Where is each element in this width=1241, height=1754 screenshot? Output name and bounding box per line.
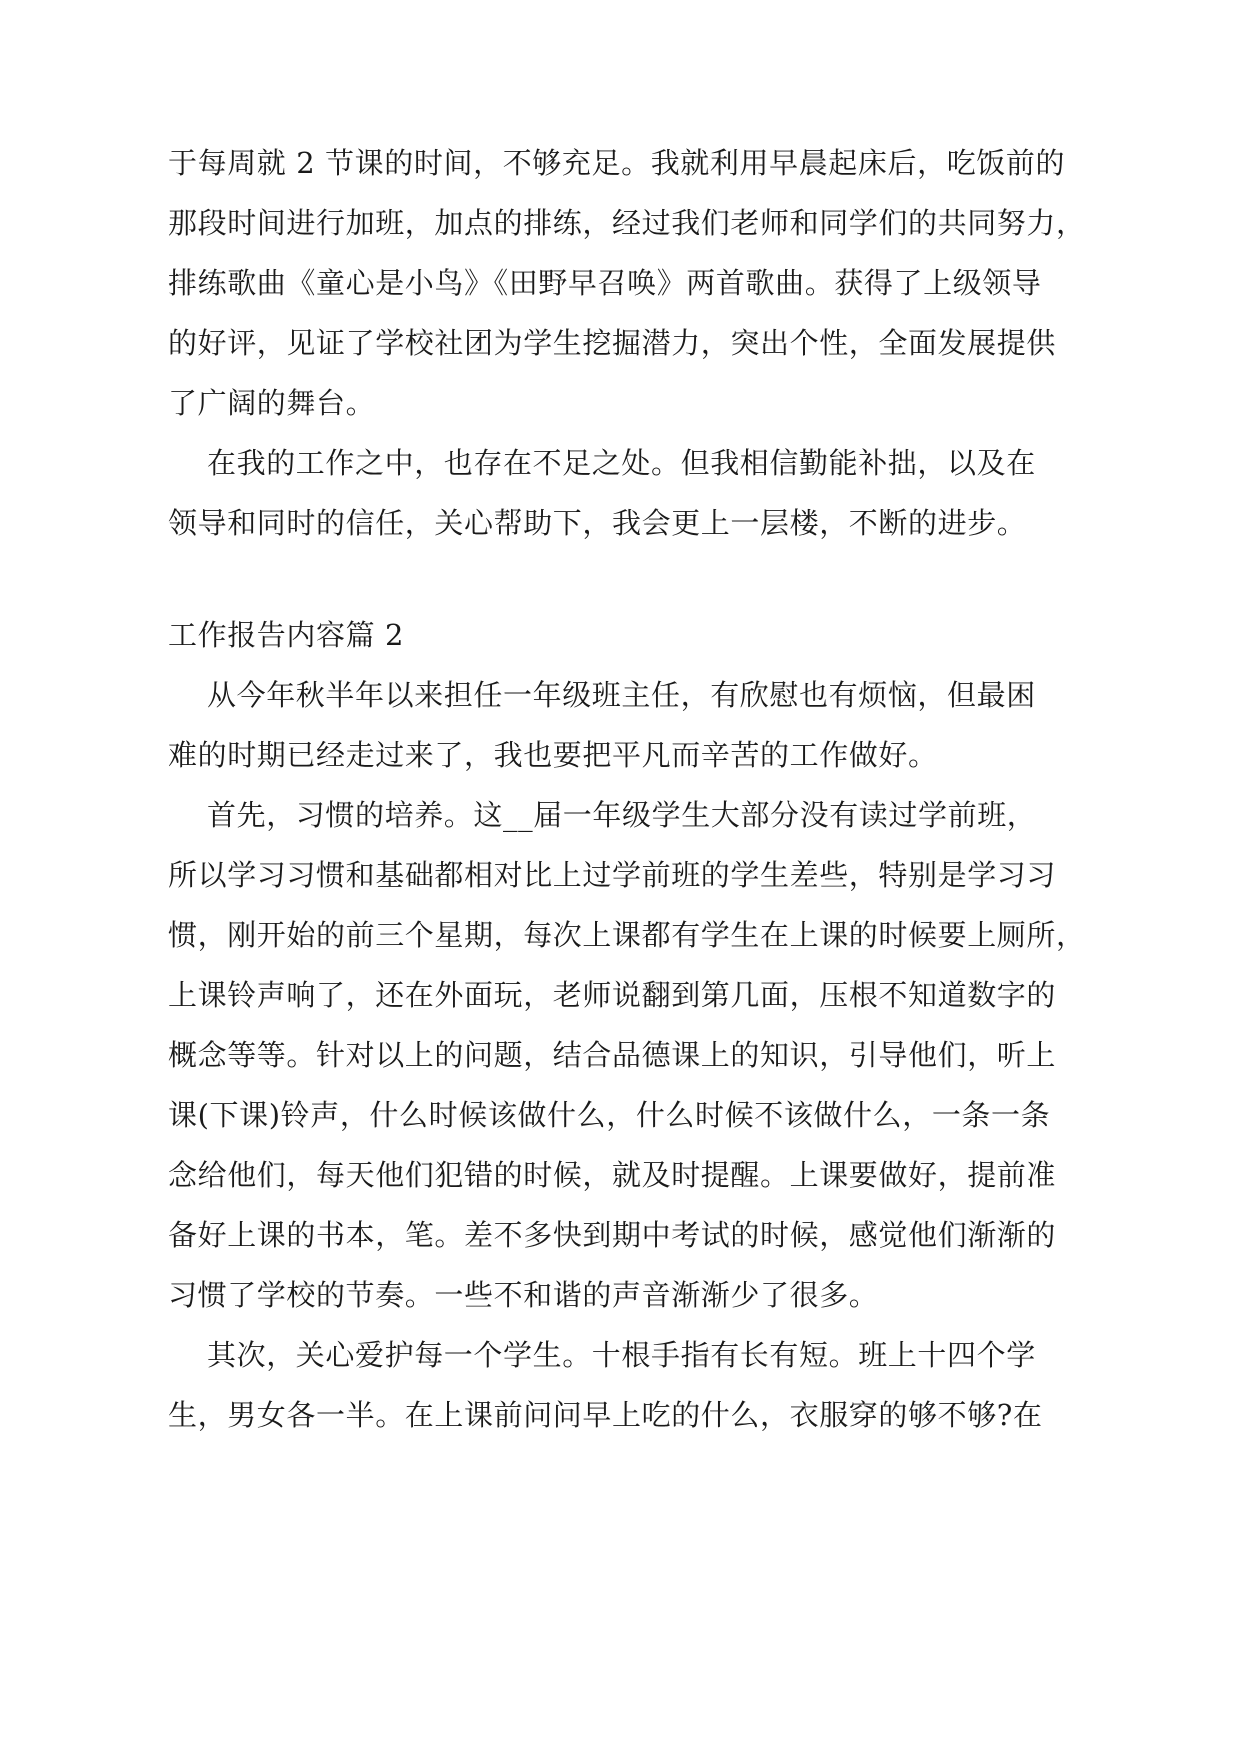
body-text-line: 那段时间进行加班，加点的排练，经过我们老师和同学们的共同努力， [168, 206, 1086, 240]
body-text-line: 上课铃声响了，还在外面玩，老师说翻到第几面，压根不知道数字的 [168, 978, 1057, 1012]
body-text-line: 所以学习习惯和基础都相对比上过学前班的学生差些，特别是学习习 [168, 858, 1057, 892]
body-text-line: 课(下课)铃声，什么时候该做什么，什么时候不该做什么，一条一条 [168, 1098, 1051, 1132]
body-text-line: 惯，刚开始的前三个星期，每次上课都有学生在上课的时候要上厕所， [168, 918, 1086, 952]
body-text-line: 难的时期已经走过来了，我也要把平凡而辛苦的工作做好。 [168, 738, 938, 772]
body-text-line: 于每周就 2 节课的时间，不够充足。我就利用早晨起床后，吃饭前的 [168, 146, 1066, 180]
paragraph-first-line: 在我的工作之中，也存在不足之处。但我相信勤能补拙，以及在 [207, 446, 1036, 480]
section-heading: 工作报告内容篇 2 [168, 618, 405, 652]
paragraph-first-line: 首先，习惯的培养。这__届一年级学生大部分没有读过学前班， [207, 798, 1037, 832]
body-text-line: 了广阔的舞台。 [168, 386, 376, 420]
body-text-line: 概念等等。针对以上的问题，结合品德课上的知识，引导他们，听上 [168, 1038, 1057, 1072]
body-text-line: 念给他们，每天他们犯错的时候，就及时提醒。上课要做好，提前准 [168, 1158, 1057, 1192]
paragraph-first-line: 其次，关心爱护每一个学生。十根手指有长有短。班上十四个学 [207, 1338, 1036, 1372]
body-text-line: 领导和同时的信任，关心帮助下，我会更上一层楼，不断的进步。 [168, 506, 1027, 540]
body-text-line: 的好评，见证了学校社团为学生挖掘潜力，突出个性，全面发展提供 [168, 326, 1057, 360]
body-text-line: 生，男女各一半。在上课前问问早上吃的什么，衣服穿的够不够?在 [168, 1398, 1043, 1432]
body-text-line: 习惯了学校的节奏。一些不和谐的声音渐渐少了很多。 [168, 1278, 879, 1312]
body-text-line: 排练歌曲《童心是小鸟》《田野早召唤》两首歌曲。获得了上级领导 [168, 266, 1042, 300]
body-text-line: 备好上课的书本，笔。差不多快到期中考试的时候，感觉他们渐渐的 [168, 1218, 1057, 1252]
paragraph-first-line: 从今年秋半年以来担任一年级班主任，有欣慰也有烦恼，但最困 [207, 678, 1036, 712]
